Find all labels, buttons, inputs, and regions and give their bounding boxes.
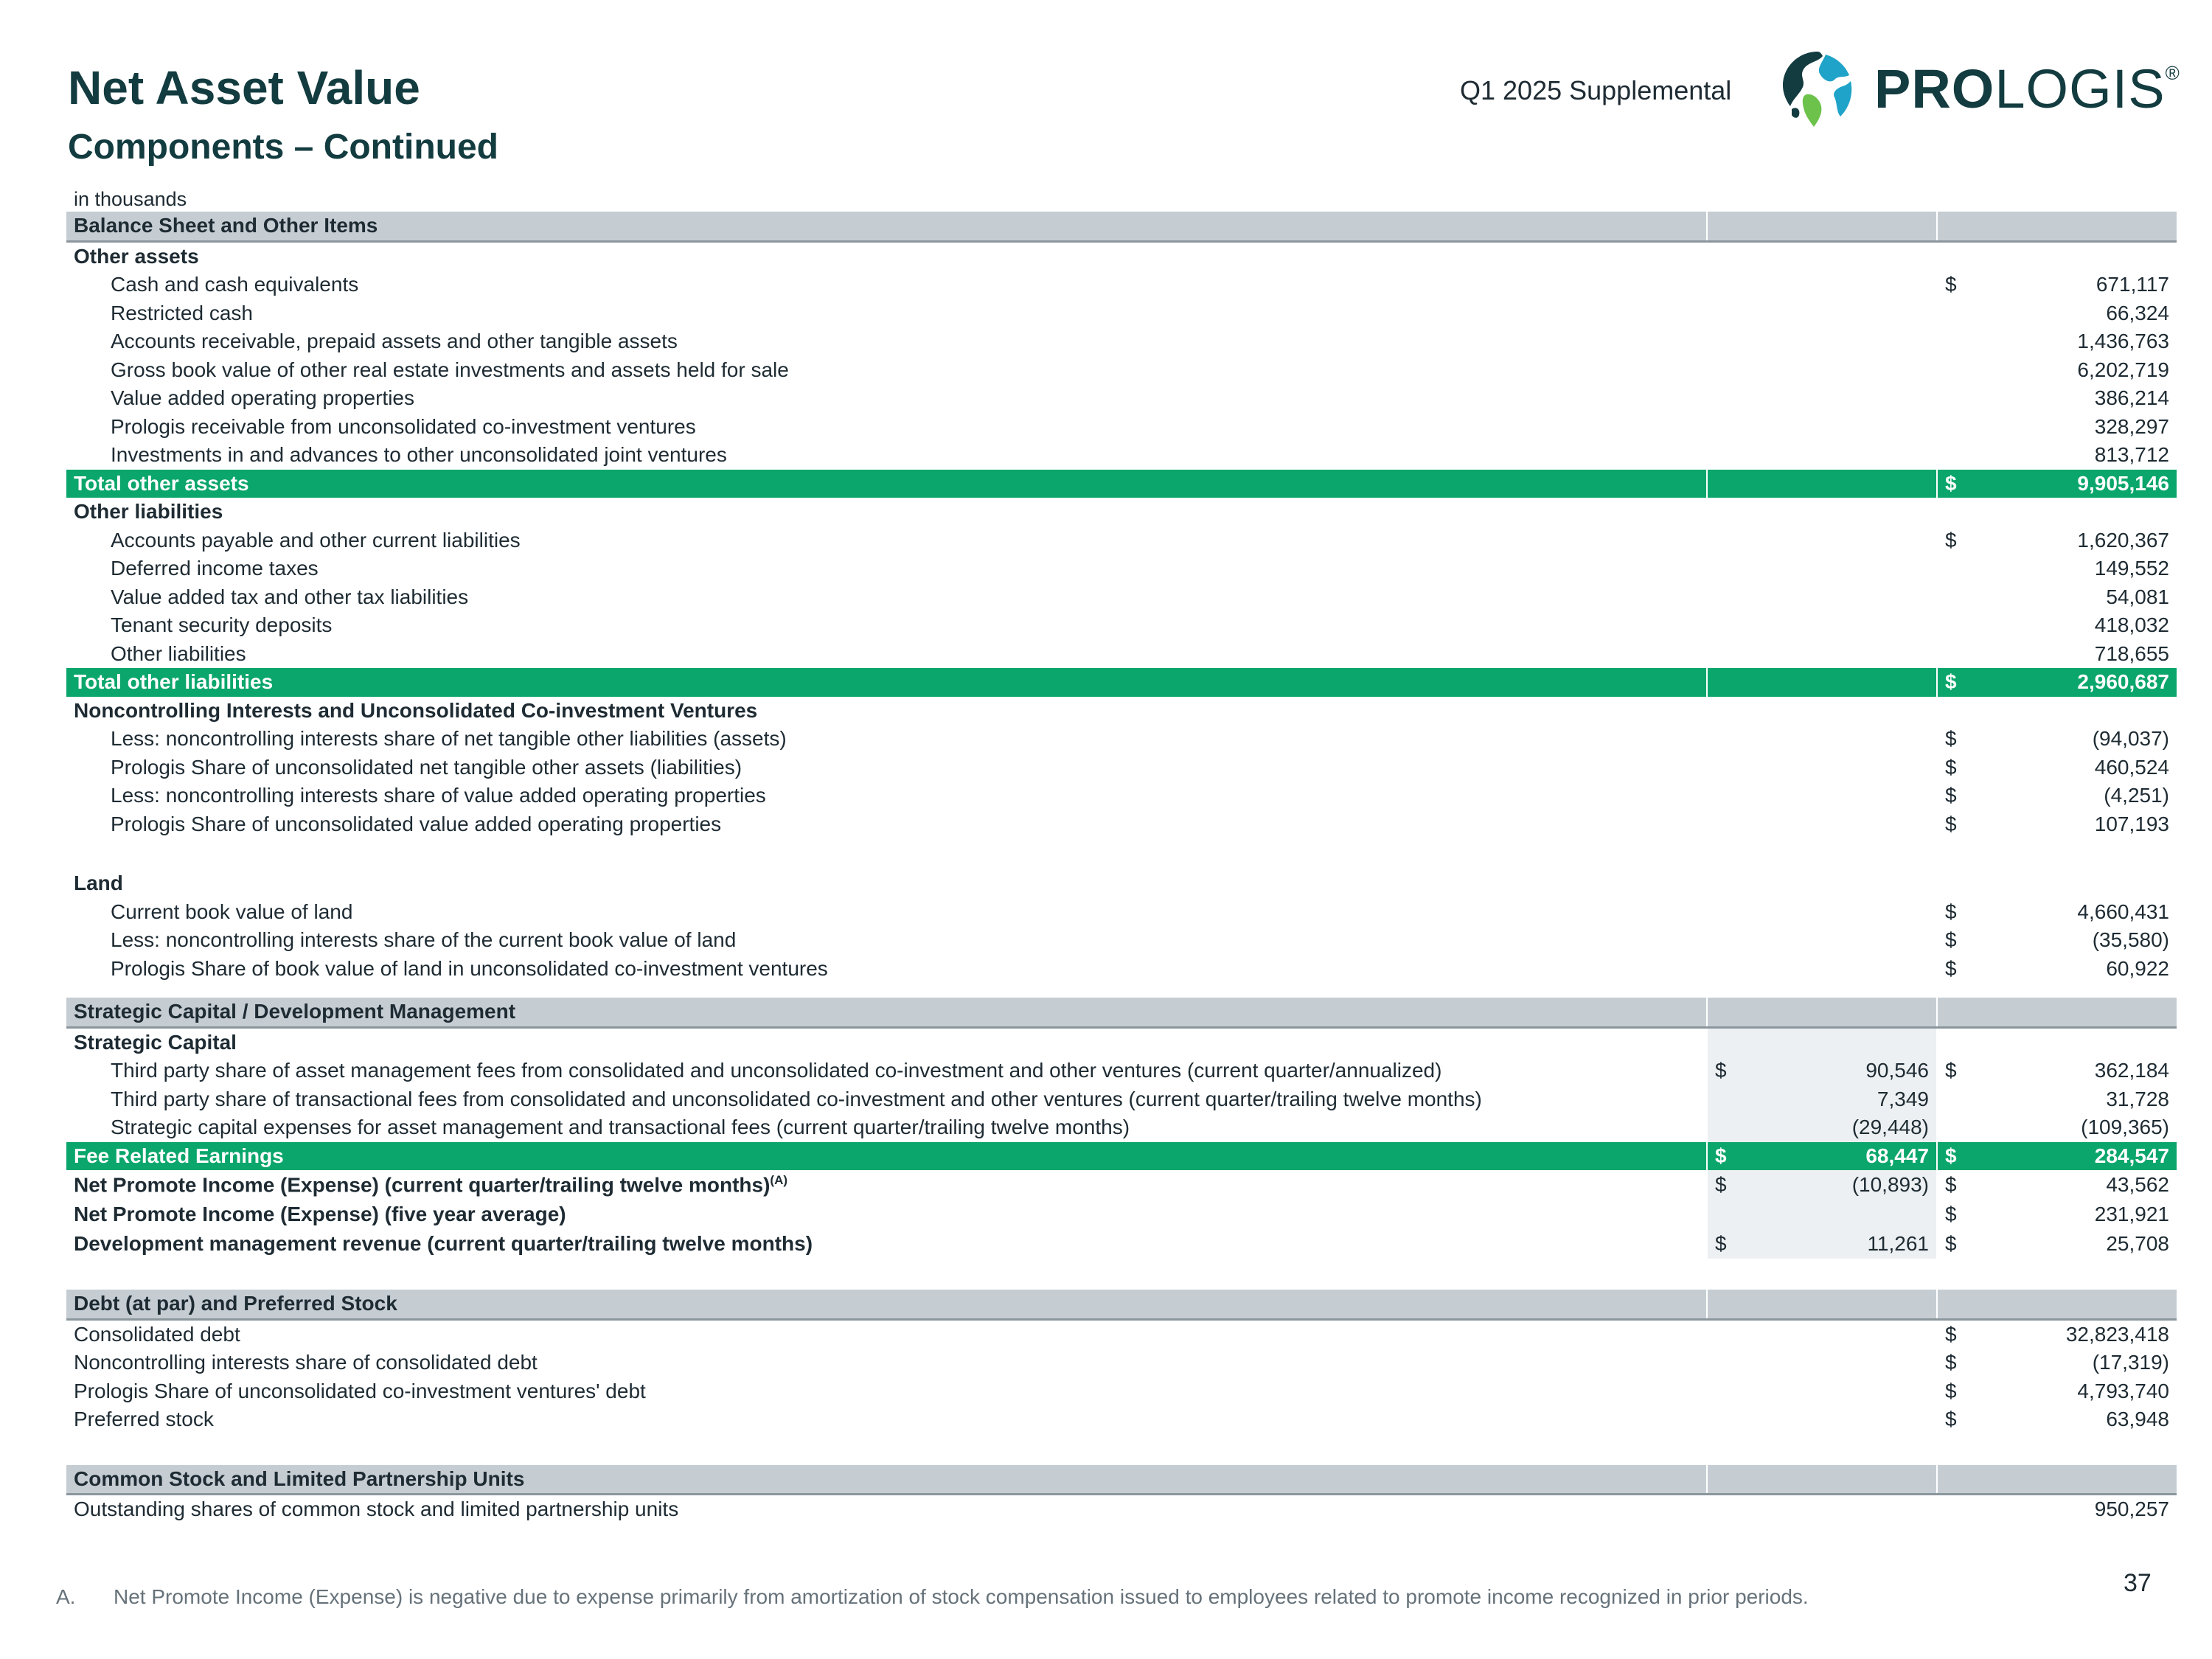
table-row (66, 725, 2177, 754)
row-label (66, 384, 1707, 413)
label-text: Debt (at par) and Preferred Stock (74, 1292, 397, 1315)
amount-value: 31,728 (2106, 1087, 2169, 1110)
quarter-value-cell (1707, 1349, 1937, 1377)
total-value-cell (1937, 526, 2177, 555)
label-text: Noncontrolling interests share of consolidated debt (74, 1351, 538, 1374)
supplemental-label: Q1 2025 Supplemental (1460, 75, 1732, 105)
quarter-value-cell (1707, 1290, 1937, 1319)
quarter-value-cell (1707, 470, 1937, 498)
label-text: Value added operating properties (111, 386, 415, 410)
currency-symbol: $ (1945, 1408, 1957, 1431)
table-row (66, 1495, 2177, 1524)
row-label (66, 583, 1707, 612)
currency-symbol: $ (1945, 956, 1957, 980)
table-row (66, 1319, 2177, 1349)
total-value-cell (1937, 554, 2177, 583)
total-value-cell (1937, 955, 2177, 984)
total-value-cell (1937, 327, 2177, 356)
currency-symbol: $ (1945, 471, 1957, 495)
section-header-row (66, 1290, 2177, 1319)
amount-value: 90,546 (1865, 1059, 1929, 1082)
amount-value: 68,447 (1865, 1144, 1929, 1167)
row-label (66, 898, 1707, 927)
label-text: Consolidated debt (74, 1322, 240, 1346)
label-text: Deferred income taxes (111, 557, 319, 580)
total-value-cell (1937, 299, 2177, 328)
row-label (66, 1170, 1707, 1200)
table-row (66, 327, 2177, 356)
total-value-cell (1937, 998, 2177, 1027)
quarter-value-cell (1707, 1142, 1937, 1171)
amount-value: 11,261 (1867, 1232, 1929, 1255)
currency-symbol: $ (1945, 1203, 1957, 1225)
quarter-value-cell (1707, 327, 1937, 356)
row-label (66, 1377, 1707, 1406)
quarter-value-cell (1707, 441, 1937, 470)
row-label (66, 1057, 1707, 1085)
nav-components-table (66, 212, 2177, 1524)
amount-value: 107,193 (2094, 812, 2169, 835)
quarter-value-cell (1707, 998, 1937, 1027)
label-text: Less: noncontrolling interests share of the current book value of land (111, 928, 737, 952)
quarter-value-cell (1707, 898, 1937, 927)
total-value-cell (1937, 1495, 2177, 1524)
spacer-row (66, 1259, 2177, 1290)
currency-symbol: $ (1945, 273, 1957, 296)
amount-value: (109,365) (2081, 1116, 2169, 1139)
row-label (66, 498, 1707, 526)
quarter-value-cell (1707, 725, 1937, 754)
row-label (66, 413, 1707, 442)
currency-symbol: $ (1945, 1232, 1957, 1255)
total-value-cell (1937, 810, 2177, 839)
quarter-value-cell (1707, 356, 1937, 385)
total-value-cell (1937, 782, 2177, 810)
quarter-value-cell (1707, 1170, 1937, 1200)
label-text: Outstanding shares of common stock and limited partnership units (74, 1498, 679, 1521)
row-label (66, 1319, 1707, 1349)
amount-value: 32,823,418 (2065, 1322, 2169, 1346)
currency-symbol: $ (1945, 1322, 1957, 1346)
amount-value: 386,214 (2094, 386, 2169, 410)
registered-mark: ® (2165, 62, 2180, 84)
amount-value: 950,257 (2094, 1498, 2169, 1521)
label-text: Cash and cash equivalents (111, 273, 359, 296)
group-header-row (66, 498, 2177, 526)
row-label (66, 1229, 1707, 1259)
label-text: Strategic capital expenses for asset management and transactional fees (current quarter/trailing twelve months) (111, 1116, 1130, 1139)
currency-symbol: $ (1945, 727, 1957, 751)
amount-value: 4,793,740 (2077, 1379, 2169, 1402)
table-row (66, 356, 2177, 385)
quarter-value-cell (1707, 782, 1937, 810)
total-value-cell (1937, 869, 2177, 898)
row-label (66, 1405, 1707, 1434)
spacer-row (66, 838, 2177, 869)
quarter-value-cell (1707, 384, 1937, 413)
globe-logo-icon (1777, 47, 1858, 130)
total-value-cell (1937, 1027, 2177, 1057)
total-value-cell (1937, 1405, 2177, 1434)
label-text: Third party share of transactional fees from consolidated and unconsolidated co-investment and other ventures (current quarter/trailing twelve months) (111, 1087, 1482, 1110)
prologis-logo (1777, 47, 2190, 130)
logo-wordmark (1874, 58, 2180, 120)
group-header-row (66, 869, 2177, 898)
currency-symbol: $ (1945, 1144, 1957, 1167)
quarter-value-cell (1707, 299, 1937, 328)
currency-symbol: $ (1945, 528, 1957, 552)
group-header-row (66, 241, 2177, 271)
amount-value: (10,893) (1851, 1173, 1929, 1196)
amount-value: 54,081 (2106, 585, 2169, 608)
quarter-value-cell (1707, 212, 1937, 241)
table-row (66, 1377, 2177, 1406)
label-text: Balance Sheet and Other Items (74, 214, 378, 237)
row-label (66, 869, 1707, 898)
total-value-cell (1937, 356, 2177, 385)
logo-bold: PRO (1874, 58, 1995, 119)
table-row (66, 926, 2177, 955)
label-text: Other liabilities (74, 500, 223, 524)
amount-value: 7,349 (1877, 1087, 1929, 1110)
total-value-cell (1937, 1229, 2177, 1259)
label-text: Net Promote Income (Expense) (five year average) (74, 1203, 566, 1225)
row-label (66, 611, 1707, 640)
amount-value: (35,580) (2092, 928, 2169, 952)
group-header-row (66, 1027, 2177, 1057)
quarter-value-cell (1707, 1495, 1937, 1524)
currency-symbol: $ (1945, 1173, 1957, 1196)
section-header-row (66, 998, 2177, 1027)
quarter-value-cell (1707, 1229, 1937, 1259)
label-text: Land (74, 872, 123, 895)
total-value-cell (1937, 1290, 2177, 1319)
row-label (66, 1349, 1707, 1377)
amount-value: 718,655 (2094, 641, 2169, 665)
quarter-value-cell (1707, 413, 1937, 442)
table-row (66, 271, 2177, 299)
spacer-row (66, 983, 2177, 998)
label-text: Strategic Capital (74, 1030, 237, 1054)
label-text: Third party share of asset management fees from consolidated and unconsolidated co-investment and other ventures (current quarter/annualized) (111, 1059, 1442, 1082)
logo-regular: LOGIS (1994, 58, 2166, 119)
table-row (66, 611, 2177, 640)
total-value-cell (1937, 441, 2177, 470)
quarter-value-cell (1707, 1465, 1937, 1495)
amount-value: 43,562 (2106, 1173, 2169, 1196)
label-text: Other assets (74, 244, 199, 268)
section-header-row (66, 212, 2177, 241)
quarter-value-cell (1707, 955, 1937, 984)
quarter-value-cell (1707, 498, 1937, 526)
table-row (66, 640, 2177, 669)
table-row (66, 1405, 2177, 1434)
table-row (66, 810, 2177, 839)
label-text: Value added tax and other tax liabilities (111, 585, 469, 608)
units-label: in thousands (74, 188, 187, 210)
total-row (66, 1142, 2177, 1171)
currency-symbol: $ (1945, 900, 1957, 923)
quarter-value-cell (1707, 1319, 1937, 1349)
quarter-value-cell (1707, 1113, 1937, 1142)
footnote (56, 1585, 1809, 1609)
total-value-cell (1937, 668, 2177, 697)
currency-symbol: $ (1715, 1173, 1727, 1196)
table-row (66, 1085, 2177, 1114)
row-label (66, 668, 1707, 697)
spacer-row (66, 1434, 2177, 1465)
quarter-value-cell (1707, 1377, 1937, 1406)
row-label (66, 754, 1707, 782)
label-text: Prologis Share of unconsolidated net tangible other assets (liabilities) (111, 755, 742, 779)
total-value-cell (1937, 898, 2177, 927)
footnote-letter: A. (56, 1585, 76, 1608)
amount-value: 284,547 (2094, 1144, 2169, 1167)
total-value-cell (1937, 212, 2177, 241)
amount-value: 813,712 (2094, 443, 2169, 467)
table-row (66, 554, 2177, 583)
row-label (66, 470, 1707, 498)
total-row (66, 668, 2177, 697)
currency-symbol: $ (1945, 1351, 1957, 1374)
amount-value: 460,524 (2094, 755, 2169, 779)
total-value-cell (1937, 697, 2177, 726)
label-text: Restricted cash (111, 301, 253, 324)
row-label (66, 697, 1707, 726)
amount-value: 149,552 (2094, 557, 2169, 580)
quarter-value-cell (1707, 526, 1937, 555)
footnote-text: Net Promote Income (Expense) is negative due to expense primarily from amortization of stock compensation issued to employees related to promote income recognized in prior periods. (114, 1585, 1809, 1608)
quarter-value-cell (1707, 810, 1937, 839)
currency-symbol: $ (1715, 1232, 1727, 1255)
table-row (66, 441, 2177, 470)
page-number: 37 (2124, 1569, 2152, 1597)
row-label (66, 1200, 1707, 1229)
quarter-value-cell (1707, 640, 1937, 669)
label-text: Strategic Capital / Development Management (74, 1000, 516, 1023)
amount-value: 4,660,431 (2077, 900, 2169, 923)
quarter-value-cell (1707, 271, 1937, 299)
total-value-cell (1937, 611, 2177, 640)
row-label (66, 212, 1707, 241)
amount-value: 60,922 (2106, 956, 2169, 980)
total-value-cell (1937, 241, 2177, 271)
quarter-value-cell (1707, 1057, 1937, 1085)
row-label (66, 1142, 1707, 1171)
total-value-cell (1937, 271, 2177, 299)
amount-value: 231,921 (2094, 1203, 2169, 1225)
label-text: Accounts receivable, prepaid assets and other tangible assets (111, 330, 678, 353)
amount-value: 6,202,719 (2077, 358, 2169, 381)
amount-value: 362,184 (2094, 1059, 2169, 1082)
quarter-value-cell (1707, 926, 1937, 955)
currency-symbol: $ (1945, 755, 1957, 779)
currency-symbol: $ (1945, 928, 1957, 952)
label-text: Less: noncontrolling interests share of net tangible other liabilities (assets) (111, 727, 787, 751)
amount-value: 418,032 (2094, 613, 2169, 637)
amount-value: (94,037) (2092, 727, 2169, 751)
amount-value: 328,297 (2094, 414, 2169, 438)
quarter-value-cell (1707, 869, 1937, 898)
quarter-value-cell (1707, 554, 1937, 583)
total-value-cell (1937, 1170, 2177, 1200)
total-value-cell (1937, 754, 2177, 782)
amount-value: 25,708 (2106, 1232, 2169, 1255)
row-label (66, 955, 1707, 984)
total-value-cell (1937, 583, 2177, 612)
row-label (66, 1465, 1707, 1495)
currency-symbol: $ (1945, 784, 1957, 807)
total-value-cell (1937, 1113, 2177, 1142)
section-header-row (66, 1465, 2177, 1495)
amount-value: 63,948 (2106, 1408, 2169, 1431)
total-value-cell (1937, 926, 2177, 955)
table-row (66, 1057, 2177, 1085)
row-label (66, 327, 1707, 356)
label-text: Prologis receivable from unconsolidated co-investment ventures (111, 414, 696, 438)
label-text: Total other liabilities (74, 670, 274, 694)
amount-value: 2,960,687 (2077, 670, 2169, 694)
total-value-cell (1937, 384, 2177, 413)
row-label (66, 1085, 1707, 1114)
table-row (66, 1113, 2177, 1142)
quarter-value-cell (1707, 1085, 1937, 1114)
total-value-cell (1937, 1057, 2177, 1085)
quarter-value-cell (1707, 241, 1937, 271)
amount-value: 9,905,146 (2077, 471, 2169, 495)
total-value-cell (1937, 1200, 2177, 1229)
quarter-value-cell (1707, 754, 1937, 782)
label-text: Other liabilities (111, 641, 246, 665)
label-text: Development management revenue (current quarter/trailing twelve months) (74, 1232, 813, 1255)
total-value-cell (1937, 1142, 2177, 1171)
footnote-ref: (A) (770, 1173, 788, 1188)
total-row (66, 470, 2177, 498)
total-value-cell (1937, 470, 2177, 498)
page-subtitle: Components – Continued (68, 128, 498, 167)
currency-symbol: $ (1715, 1144, 1727, 1167)
amount-value: (17,319) (2092, 1351, 2169, 1374)
currency-symbol: $ (1945, 812, 1957, 835)
label-text: Less: noncontrolling interests share of value added operating properties (111, 784, 766, 807)
amount-value: (29,448) (1851, 1116, 1929, 1139)
amount-value: 1,436,763 (2077, 330, 2169, 353)
currency-symbol: $ (1945, 670, 1957, 694)
label-text: Common Stock and Limited Partnership Units (74, 1467, 525, 1490)
row-label (66, 1290, 1707, 1319)
quarter-value-cell (1707, 1200, 1937, 1229)
label-text: Fee Related Earnings (74, 1144, 284, 1167)
row-label (66, 1113, 1707, 1142)
label-text: Current book value of land (111, 900, 353, 923)
total-value-cell (1937, 413, 2177, 442)
total-value-cell (1937, 1319, 2177, 1349)
table-row (66, 1349, 2177, 1377)
table-row (66, 898, 2177, 927)
label-text: Prologis Share of book value of land in unconsolidated co-investment ventures (111, 956, 828, 980)
total-value-cell (1937, 1377, 2177, 1406)
currency-symbol: $ (1945, 1379, 1957, 1402)
label-text: Preferred stock (74, 1408, 214, 1431)
total-value-cell (1937, 1465, 2177, 1495)
quarter-value-cell (1707, 697, 1937, 726)
table-row (66, 526, 2177, 555)
table-row (66, 299, 2177, 328)
label-text: Gross book value of other real estate investments and assets held for sale (111, 358, 789, 381)
total-value-cell (1937, 725, 2177, 754)
amount-value: 1,620,367 (2077, 528, 2169, 552)
page-title: Net Asset Value (68, 61, 420, 114)
row-label (66, 1027, 1707, 1057)
table-row (66, 955, 2177, 984)
label-text: Prologis Share of unconsolidated co-investment ventures' debt (74, 1379, 646, 1402)
label-text: Noncontrolling Interests and Unconsolidated Co-investment Ventures (74, 698, 758, 722)
row-label (66, 271, 1707, 299)
table-row (66, 1170, 2177, 1200)
total-value-cell (1937, 1349, 2177, 1377)
table-row (66, 583, 2177, 612)
label-text: Tenant security deposits (111, 613, 333, 637)
label-text: Accounts payable and other current liabilities (111, 528, 521, 552)
currency-symbol: $ (1945, 1059, 1957, 1082)
row-label (66, 640, 1707, 669)
label-text: Prologis Share of unconsolidated value added operating properties (111, 812, 722, 835)
quarter-value-cell (1707, 611, 1937, 640)
row-label (66, 810, 1707, 839)
row-label (66, 241, 1707, 271)
row-label (66, 926, 1707, 955)
amount-value: (4,251) (2104, 784, 2169, 807)
label-text: Investments in and advances to other unconsolidated joint ventures (111, 443, 727, 467)
row-label (66, 526, 1707, 555)
table-row (66, 413, 2177, 442)
row-label (66, 782, 1707, 810)
quarter-value-cell (1707, 1027, 1937, 1057)
group-header-row (66, 697, 2177, 726)
quarter-value-cell (1707, 583, 1937, 612)
row-label (66, 299, 1707, 328)
currency-symbol: $ (1715, 1059, 1727, 1082)
amount-value: 66,324 (2106, 301, 2169, 324)
table-row (66, 1200, 2177, 1229)
table-row (66, 754, 2177, 782)
quarter-value-cell (1707, 1405, 1937, 1434)
label-text: Total other assets (74, 471, 249, 495)
table-row (66, 782, 2177, 810)
table-row (66, 384, 2177, 413)
table-row (66, 1229, 2177, 1259)
total-value-cell (1937, 1085, 2177, 1114)
amount-value: 671,117 (2096, 273, 2169, 296)
row-label (66, 1495, 1707, 1524)
row-label (66, 725, 1707, 754)
total-value-cell (1937, 640, 2177, 669)
row-label (66, 998, 1707, 1027)
row-label (66, 356, 1707, 385)
total-value-cell (1937, 498, 2177, 526)
label-text: Net Promote Income (Expense) (current quarter/trailing twelve months) (74, 1173, 771, 1197)
row-label (66, 441, 1707, 470)
row-label (66, 554, 1707, 583)
quarter-value-cell (1707, 668, 1937, 697)
